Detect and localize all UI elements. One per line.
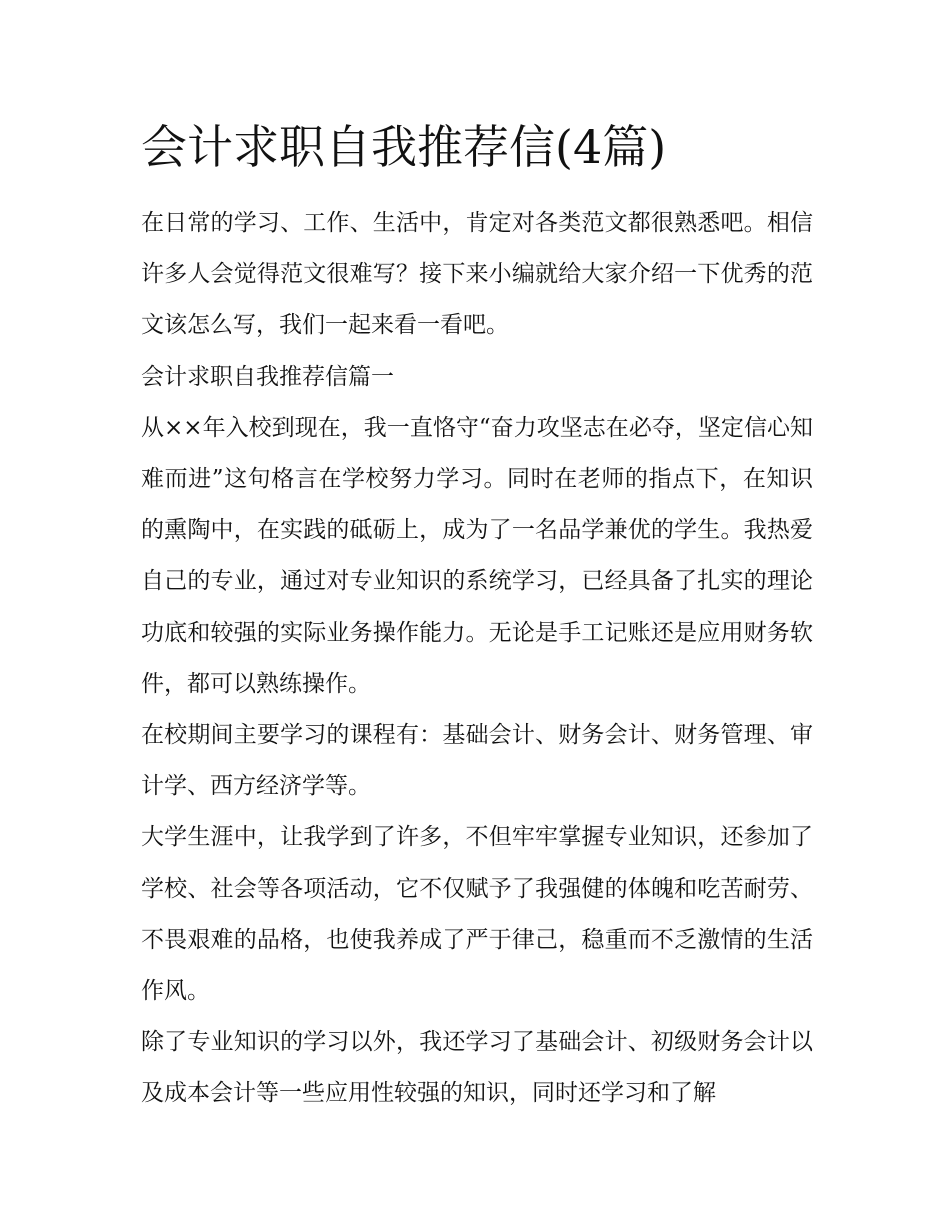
paragraph: 除了专业知识的学习以外，我还学习了基础会计、初级财务会计以及成本会计等一些应用性较强的知识，同时还学习和了解	[141, 1029, 813, 1107]
paragraph: 在校期间主要学习的课程有：基础会计、财务会计、财务管理、审计学、西方经济学等。	[141, 722, 813, 800]
paragraph-intro: 在日常的学习、工作、生活中，肯定对各类范文都很熟悉吧。相信许多人会觉得范文很难写？接下来小编就给大家介绍一下优秀的范文该怎么写，我们一起来看一看吧。	[141, 210, 813, 339]
section-heading: 会计求职自我推荐信篇一	[141, 363, 394, 390]
paragraph: 从××年入校到现在，我一直恪守“奋力攻坚志在必夺，坚定信心知难而进”这句格言在学校努力学习。同时在老师的指点下，在知识的熏陶中，在实践的砥砺上，成为了一名品学兼优的学生。我热爱自己的专业，通过对专业知识的系统学习，已经具备了扎实的理论功底和较强的实际业务操作能力。无论是手工记账还是应用财务软件，都可以熟练操作。	[141, 414, 813, 697]
document-title: 会计求职自我推荐信(4篇)	[141, 120, 667, 174]
paragraph: 大学生涯中，让我学到了许多，不但牢牢掌握专业知识，还参加了学校、社会等各项活动，它不仅赋予了我强健的体魄和吃苦耐劳、不畏艰难的品格，也使我养成了严于律己，稳重而不乏激情的生活作风。	[141, 824, 813, 1005]
document-body	[141, 198, 813, 1120]
document-page	[141, 112, 813, 1120]
